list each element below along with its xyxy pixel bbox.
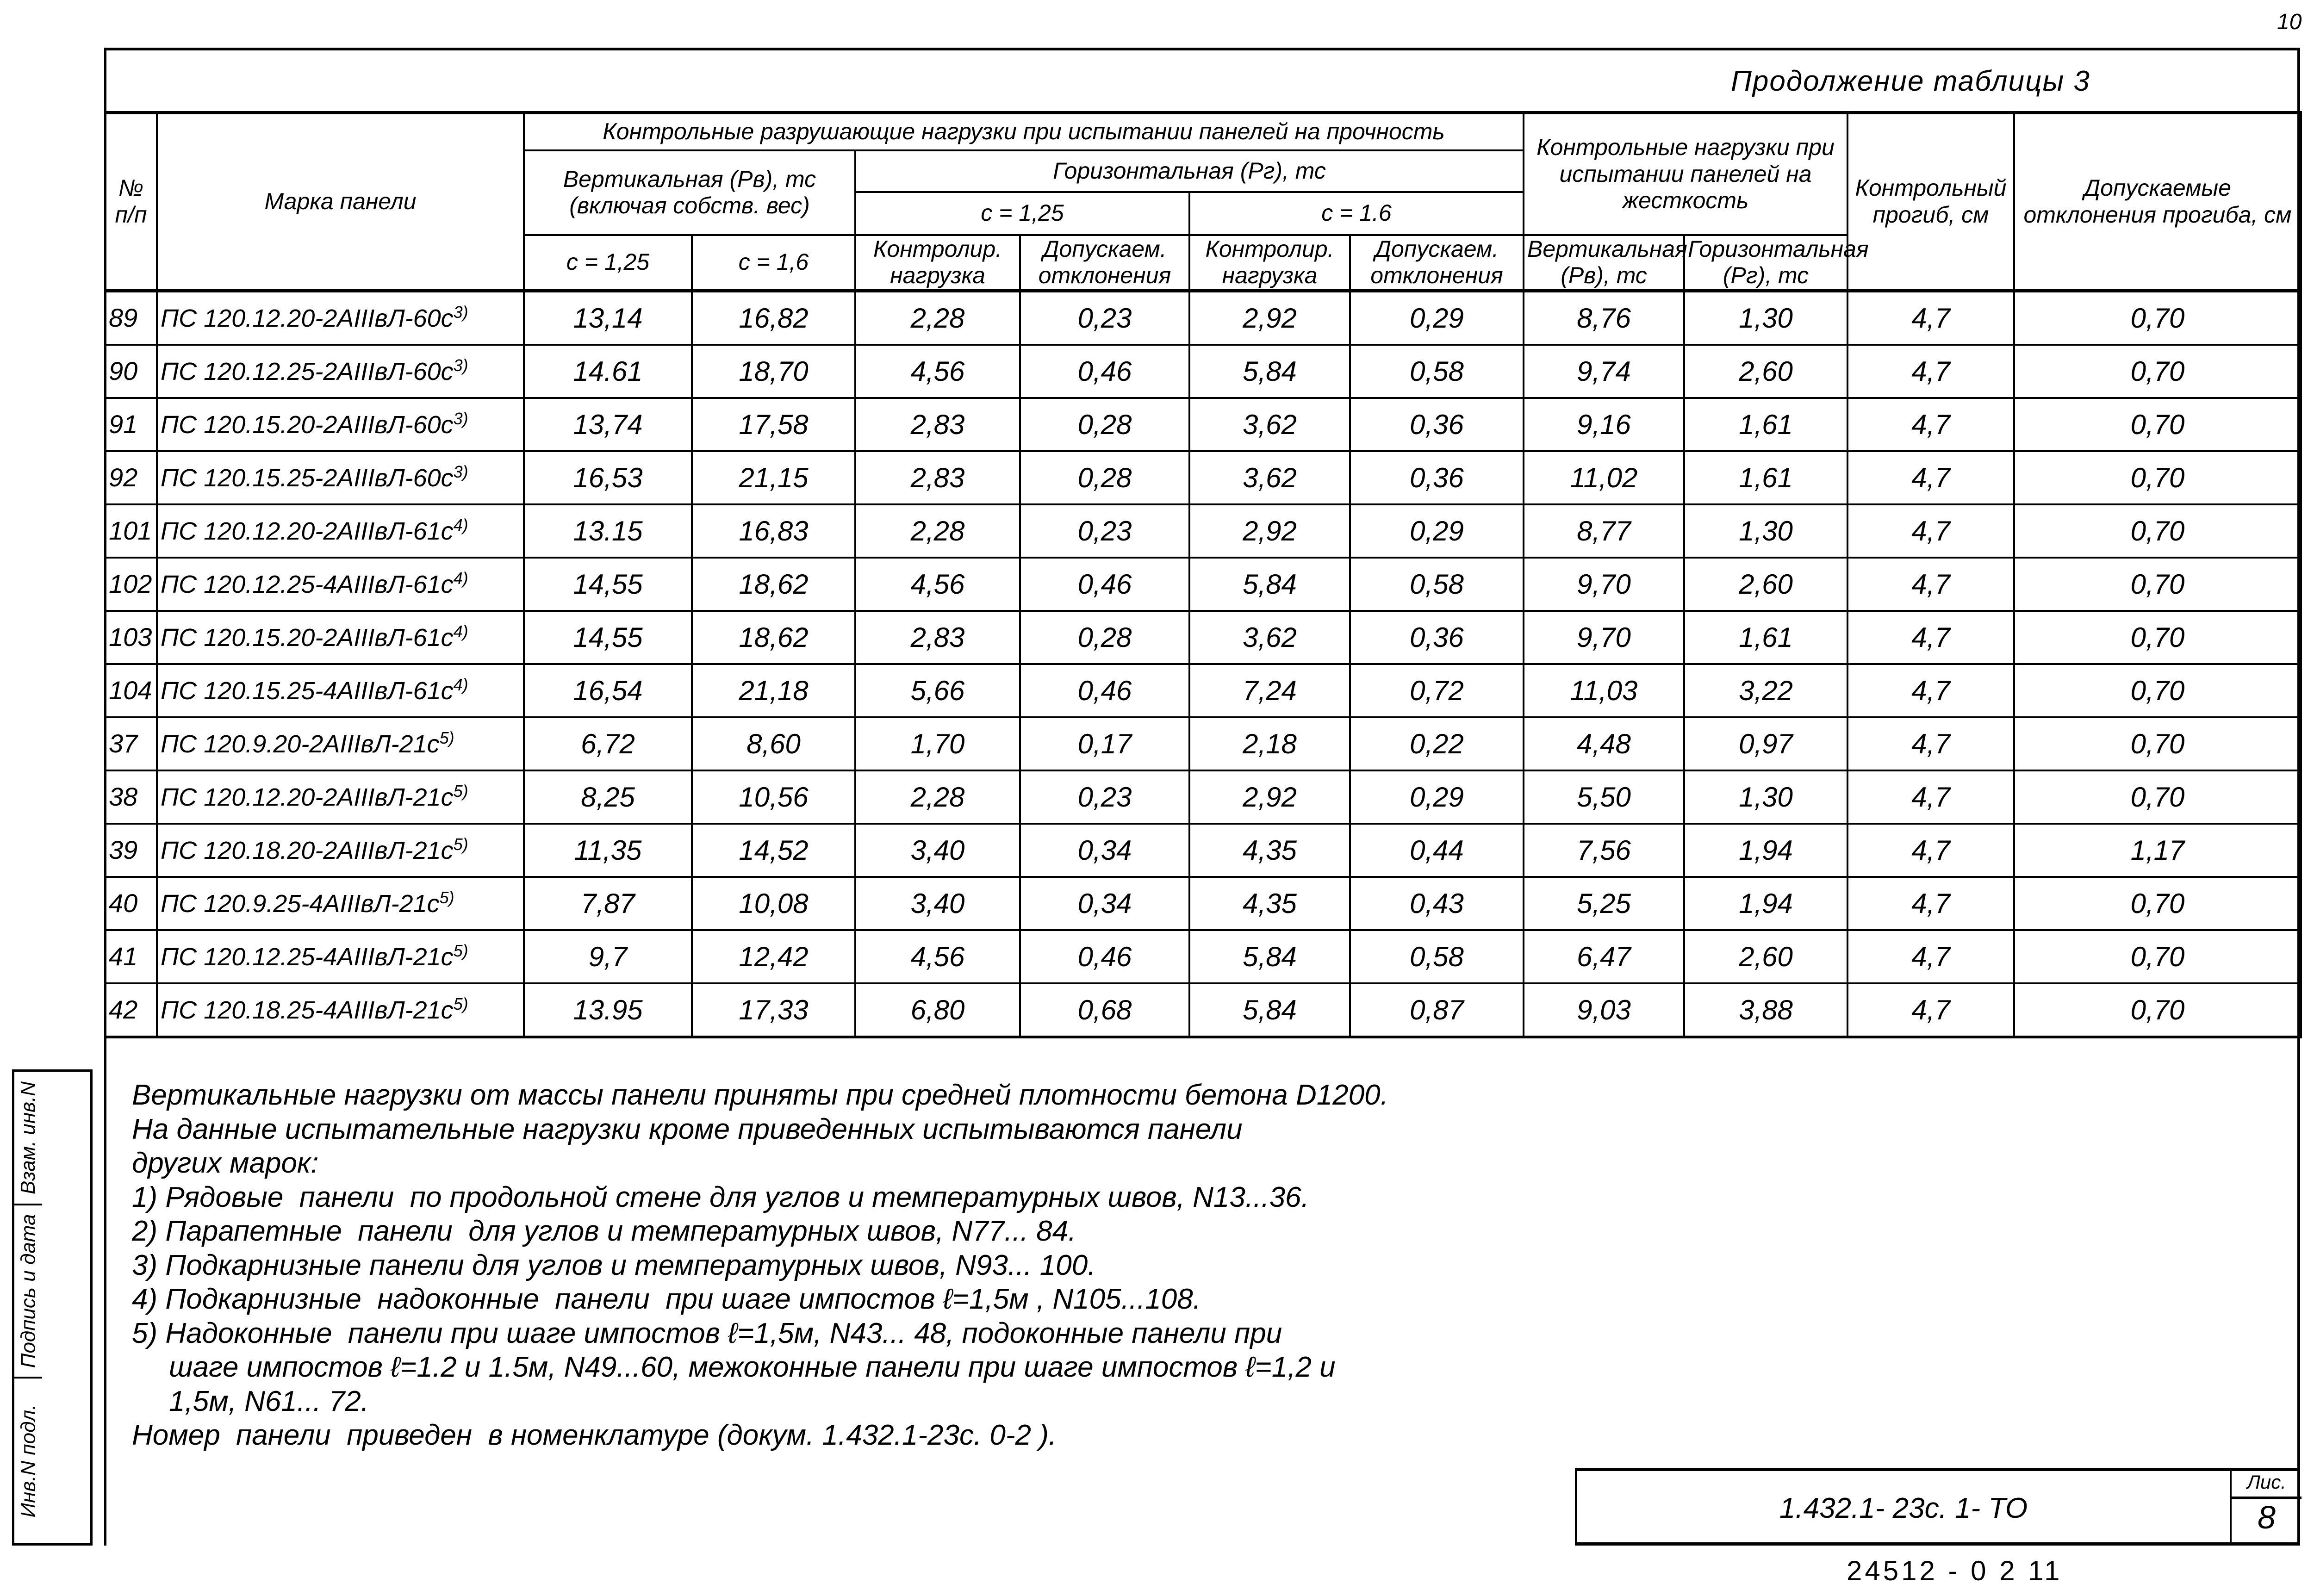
cell-defl: 4,7 — [1847, 345, 2014, 398]
row-number: 37 — [105, 717, 157, 770]
cell-dev: 0,70 — [2014, 983, 2301, 1037]
panel-mark-cell — [157, 398, 524, 451]
cell-dev: 0,70 — [2014, 291, 2301, 345]
cell-v16: 21,15 — [692, 451, 855, 504]
cell-sh: 1,61 — [1684, 451, 1847, 504]
cell-h16c: 2,92 — [1189, 291, 1350, 345]
cell-v125: 9,7 — [524, 930, 692, 983]
cell-sh: 2,60 — [1684, 930, 1847, 983]
panel-mark: ПС 120.18.25-4АIIIвЛ-21с — [161, 996, 454, 1025]
cell-sh: 2,60 — [1684, 558, 1847, 611]
cell-v125: 13,74 — [524, 398, 692, 451]
cell-sv: 9,03 — [1524, 983, 1684, 1037]
title-block — [1575, 1468, 2300, 1546]
panel-mark-cell — [157, 717, 524, 770]
cell-h16d: 0,29 — [1350, 291, 1524, 345]
panel-mark: ПС 120.9.25-4АIIIвЛ-21с — [161, 890, 440, 918]
footnote-ref: 5) — [453, 994, 468, 1014]
row-number: 41 — [105, 930, 157, 983]
header-allowed-deviation: Допускаем. отклонения — [1350, 235, 1524, 291]
cell-defl: 4,7 — [1847, 930, 2014, 983]
table-row — [105, 983, 2301, 1037]
panel-mark-cell — [157, 824, 524, 877]
stamp-original-cell — [14, 1379, 42, 1543]
row-number: 104 — [105, 664, 157, 717]
cell-v16: 18,70 — [692, 345, 855, 398]
cell-h125c: 2,83 — [855, 611, 1020, 664]
panel-mark-cell — [157, 983, 524, 1037]
archive-number: 24512 - 0 2 11 — [1847, 1555, 2063, 1586]
row-number: 89 — [105, 291, 157, 345]
cell-defl: 4,7 — [1847, 770, 2014, 824]
stamp-replace-cell — [14, 1072, 42, 1205]
cell-v16: 21,18 — [692, 664, 855, 717]
cell-defl: 4,7 — [1847, 558, 2014, 611]
footnote-ref: 5) — [453, 782, 468, 801]
footnote-ref: 5) — [453, 941, 468, 961]
cell-defl: 4,7 — [1847, 504, 2014, 558]
cell-h16c: 5,84 — [1189, 345, 1350, 398]
cell-h125c: 2,28 — [855, 504, 1020, 558]
cell-h16d: 0,58 — [1350, 345, 1524, 398]
cell-dev: 0,70 — [2014, 770, 2301, 824]
table-continuation-title: Продолжение таблицы 3 — [1731, 65, 2090, 97]
table-row — [105, 717, 2301, 770]
row-number: 39 — [105, 824, 157, 877]
table-row — [105, 877, 2301, 930]
header-no: № п/п — [105, 113, 157, 291]
side-stamp — [12, 1069, 93, 1546]
cell-h16d: 0,87 — [1350, 983, 1524, 1037]
cell-sh: 3,88 — [1684, 983, 1847, 1037]
stamp-original: Инв.N подл. — [17, 1404, 40, 1518]
cell-v125: 13.15 — [524, 504, 692, 558]
row-number: 38 — [105, 770, 157, 824]
note-line: других марок: — [132, 1147, 319, 1179]
cell-defl: 4,7 — [1847, 664, 2014, 717]
cell-sh: 3,22 — [1684, 664, 1847, 717]
header-stiffness-vertical: Вертикальная (Рв), тс — [1524, 235, 1684, 291]
cell-sv: 8,76 — [1524, 291, 1684, 345]
cell-sv: 7,56 — [1524, 824, 1684, 877]
cell-h125d: 0,28 — [1020, 398, 1189, 451]
table-row — [105, 664, 2301, 717]
note-line: шаге импостов ℓ=1.2 и 1.5м, N49...60, межоконные панели при шаге импостов ℓ=1,2 и — [169, 1351, 1336, 1383]
cell-v16: 16,83 — [692, 504, 855, 558]
footnote-ref: 5) — [439, 728, 454, 748]
footnote-ref: 3) — [453, 303, 468, 322]
document-code: 1.432.1- 23с. 1- ТО — [1779, 1492, 2028, 1524]
cell-h16c: 7,24 — [1189, 664, 1350, 717]
cell-dev: 0,70 — [2014, 345, 2301, 398]
notes — [132, 1078, 1388, 1453]
note-line: На данные испытательные нагрузки кроме приведенных испытываются панели — [132, 1113, 1243, 1145]
cell-h125c: 4,56 — [855, 558, 1020, 611]
header-vertical: Вертикальная (Рв), тс (включая собств. вес) — [524, 150, 855, 235]
header-stiffness: Контрольные нагрузки при испытании панелей на жесткость — [1524, 113, 1847, 235]
table-row — [105, 398, 2301, 451]
cell-v125: 7,87 — [524, 877, 692, 930]
cell-sv: 8,77 — [1524, 504, 1684, 558]
note-line: Вертикальные нагрузки от массы панели приняты при средней плотности бетона D1200. — [132, 1079, 1388, 1111]
cell-h16d: 0,36 — [1350, 398, 1524, 451]
header-allowed-deviation: Допускаем. отклонения — [1020, 235, 1189, 291]
cell-defl: 4,7 — [1847, 451, 2014, 504]
page-number: 10 — [2277, 10, 2302, 34]
cell-v125: 11,35 — [524, 824, 692, 877]
cell-sv: 9,70 — [1524, 611, 1684, 664]
cell-v16: 14,52 — [692, 824, 855, 877]
header-vertical-c125: с = 1,25 — [524, 235, 692, 291]
cell-v16: 12,42 — [692, 930, 855, 983]
row-number: 103 — [105, 611, 157, 664]
panel-mark: ПС 120.12.25-4АIIIвЛ-61с — [161, 571, 454, 599]
cell-h16c: 4,35 — [1189, 824, 1350, 877]
row-number: 102 — [105, 558, 157, 611]
cell-h125d: 0,46 — [1020, 558, 1189, 611]
panel-mark: ПС 120.12.25-2АIIIвЛ-60с — [161, 358, 454, 386]
cell-h125d: 0,46 — [1020, 664, 1189, 717]
cell-h16c: 2,18 — [1189, 717, 1350, 770]
cell-v125: 13,14 — [524, 291, 692, 345]
cell-defl: 4,7 — [1847, 398, 2014, 451]
header-deflection-deviation: Допускаемые отклонения прогиба, см — [2014, 113, 2301, 291]
cell-dev: 0,70 — [2014, 611, 2301, 664]
cell-sv: 4,48 — [1524, 717, 1684, 770]
header-mark: Марка панели — [157, 113, 524, 291]
panel-mark-cell — [157, 291, 524, 345]
table-row — [105, 770, 2301, 824]
stamp-signature: Подпись и дата — [17, 1214, 39, 1368]
header-vertical-c16: с = 1,6 — [692, 235, 855, 291]
cell-dev: 0,70 — [2014, 504, 2301, 558]
cell-h125d: 0,34 — [1020, 877, 1189, 930]
cell-sh: 0,97 — [1684, 717, 1847, 770]
panel-mark-cell — [157, 930, 524, 983]
cell-h16d: 0,58 — [1350, 558, 1524, 611]
cell-defl: 4,7 — [1847, 824, 2014, 877]
cell-h125c: 4,56 — [855, 930, 1020, 983]
cell-h16d: 0,44 — [1350, 824, 1524, 877]
cell-sv: 9,70 — [1524, 558, 1684, 611]
panel-mark-cell — [157, 345, 524, 398]
table-row — [105, 611, 2301, 664]
cell-dev: 0,70 — [2014, 451, 2301, 504]
panel-mark-cell — [157, 770, 524, 824]
cell-v125: 14,55 — [524, 558, 692, 611]
cell-h16d: 0,22 — [1350, 717, 1524, 770]
cell-h125c: 3,40 — [855, 824, 1020, 877]
panel-mark: ПС 120.15.20-2АIIIвЛ-60с — [161, 411, 454, 439]
note-line: 3) Подкарнизные панели для углов и температурных швов, N93... 100. — [132, 1249, 1096, 1281]
cell-h16c: 5,84 — [1189, 983, 1350, 1037]
cell-h16c: 4,35 — [1189, 877, 1350, 930]
panel-load-table — [104, 111, 2302, 1038]
cell-sv: 6,47 — [1524, 930, 1684, 983]
row-number: 91 — [105, 398, 157, 451]
cell-dev: 1,17 — [2014, 824, 2301, 877]
panel-mark-cell — [157, 664, 524, 717]
cell-h16c: 5,84 — [1189, 930, 1350, 983]
sheet-number: 8 — [2258, 1499, 2276, 1535]
cell-v16: 16,82 — [692, 291, 855, 345]
cell-sv: 9,74 — [1524, 345, 1684, 398]
cell-sh: 1,30 — [1684, 291, 1847, 345]
row-number: 42 — [105, 983, 157, 1037]
cell-v125: 16,53 — [524, 451, 692, 504]
cell-h16d: 0,36 — [1350, 451, 1524, 504]
cell-sv: 11,03 — [1524, 664, 1684, 717]
cell-h125d: 0,23 — [1020, 770, 1189, 824]
panel-mark: ПС 120.15.20-2АIIIвЛ-61с — [161, 624, 454, 652]
cell-v125: 16,54 — [524, 664, 692, 717]
note-line: 1) Рядовые панели по продольной стене для углов и температурных швов, N13...36. — [132, 1181, 1309, 1213]
footnote-ref: 4) — [453, 622, 468, 641]
note-line: 1,5м, N61... 72. — [169, 1385, 369, 1417]
cell-dev: 0,70 — [2014, 664, 2301, 717]
table-row — [105, 291, 2301, 345]
cell-h125d: 0,17 — [1020, 717, 1189, 770]
header-control-load: Контролир. нагрузка — [855, 235, 1020, 291]
cell-dev: 0,70 — [2014, 558, 2301, 611]
panel-mark-cell — [157, 451, 524, 504]
table-row — [105, 345, 2301, 398]
cell-h125c: 5,66 — [855, 664, 1020, 717]
note-line: 4) Подкарнизные надоконные панели при шаге импостов ℓ=1,5м , N105...108. — [132, 1283, 1201, 1315]
cell-h16c: 5,84 — [1189, 558, 1350, 611]
cell-sh: 1,94 — [1684, 877, 1847, 930]
cell-h125d: 0,23 — [1020, 504, 1189, 558]
footnote-ref: 4) — [453, 569, 468, 588]
panel-mark: ПС 120.12.20-2АIIIвЛ-60с — [161, 304, 454, 333]
cell-sv: 11,02 — [1524, 451, 1684, 504]
table-row — [105, 930, 2301, 983]
cell-h16c: 3,62 — [1189, 451, 1350, 504]
footnote-ref: 4) — [453, 675, 468, 695]
cell-h16d: 0,29 — [1350, 770, 1524, 824]
cell-h125d: 0,23 — [1020, 291, 1189, 345]
cell-h16c: 2,92 — [1189, 504, 1350, 558]
header-stiffness-horizontal: Горизонтальная (Рг), тс — [1684, 235, 1847, 291]
cell-sv: 5,25 — [1524, 877, 1684, 930]
footnote-ref: 3) — [453, 356, 468, 375]
cell-h125c: 2,28 — [855, 770, 1020, 824]
panel-mark: ПС 120.12.25-4АIIIвЛ-21с — [161, 943, 454, 971]
row-number: 90 — [105, 345, 157, 398]
table-row — [105, 824, 2301, 877]
cell-defl: 4,7 — [1847, 611, 2014, 664]
cell-v16: 10,08 — [692, 877, 855, 930]
cell-h125d: 0,46 — [1020, 930, 1189, 983]
cell-h16c: 3,62 — [1189, 398, 1350, 451]
note-line: Номер панели приведен в номенклатуре (докум. 1.432.1-23с. 0-2 ). — [132, 1419, 1057, 1451]
footnote-ref: 5) — [453, 835, 468, 854]
cell-h125d: 0,28 — [1020, 451, 1189, 504]
cell-h125c: 2,83 — [855, 398, 1020, 451]
cell-v16: 10,56 — [692, 770, 855, 824]
cell-h16d: 0,58 — [1350, 930, 1524, 983]
panel-mark-cell — [157, 558, 524, 611]
footnote-ref: 3) — [453, 409, 468, 428]
table-row — [105, 451, 2301, 504]
panel-mark: ПС 120.18.20-2АIIIвЛ-21с — [161, 837, 454, 865]
cell-sv: 5,50 — [1524, 770, 1684, 824]
cell-h125d: 0,68 — [1020, 983, 1189, 1037]
footnote-ref: 4) — [453, 515, 468, 535]
stamp-signature-cell — [14, 1205, 42, 1379]
cell-h125c: 2,28 — [855, 291, 1020, 345]
cell-defl: 4,7 — [1847, 877, 2014, 930]
row-number: 40 — [105, 877, 157, 930]
cell-dev: 0,70 — [2014, 877, 2301, 930]
panel-mark: ПС 120.15.25-2АIIIвЛ-60с — [161, 464, 454, 492]
header-strength: Контрольные разрушающие нагрузки при испытании панелей на прочность — [524, 113, 1524, 150]
cell-defl: 4,7 — [1847, 291, 2014, 345]
cell-v125: 13.95 — [524, 983, 692, 1037]
cell-v16: 18,62 — [692, 611, 855, 664]
cell-h16c: 3,62 — [1189, 611, 1350, 664]
cell-sh: 1,30 — [1684, 504, 1847, 558]
cell-v16: 17,33 — [692, 983, 855, 1037]
cell-h125d: 0,34 — [1020, 824, 1189, 877]
row-number: 101 — [105, 504, 157, 558]
footnote-ref: 5) — [439, 888, 454, 907]
cell-defl: 4,7 — [1847, 983, 2014, 1037]
cell-v125: 8,25 — [524, 770, 692, 824]
sheet-box — [2230, 1471, 2302, 1542]
sheet-label: Лис. — [2232, 1471, 2302, 1499]
cell-h16d: 0,36 — [1350, 611, 1524, 664]
cell-h16d: 0,29 — [1350, 504, 1524, 558]
footnote-ref: 3) — [453, 462, 468, 482]
cell-v16: 17,58 — [692, 398, 855, 451]
panel-mark: ПС 120.12.20-2АIIIвЛ-21с — [161, 783, 454, 812]
cell-v16: 18,62 — [692, 558, 855, 611]
panel-mark-cell — [157, 504, 524, 558]
panel-mark: ПС 120.15.25-4АIIIвЛ-61с — [161, 677, 454, 705]
cell-h125d: 0,28 — [1020, 611, 1189, 664]
note-line: 2) Парапетные панели для углов и температурных швов, N77... 84. — [132, 1215, 1076, 1247]
cell-sh: 1,30 — [1684, 770, 1847, 824]
cell-dev: 0,70 — [2014, 930, 2301, 983]
stamp-replace: Взам. инв.N — [17, 1081, 40, 1194]
table-row — [105, 558, 2301, 611]
cell-h125c: 1,70 — [855, 717, 1020, 770]
cell-v16: 8,60 — [692, 717, 855, 770]
table-row — [105, 504, 2301, 558]
cell-sh: 2,60 — [1684, 345, 1847, 398]
cell-defl: 4,7 — [1847, 717, 2014, 770]
panel-mark-cell — [157, 611, 524, 664]
cell-sh: 1,61 — [1684, 611, 1847, 664]
header-deflection: Контрольный прогиб, см — [1847, 113, 2014, 291]
panel-mark: ПС 120.9.20-2АIIIвЛ-21с — [161, 730, 440, 758]
cell-h16c: 2,92 — [1189, 770, 1350, 824]
cell-dev: 0,70 — [2014, 398, 2301, 451]
cell-h16d: 0,43 — [1350, 877, 1524, 930]
table-body — [105, 291, 2301, 1037]
cell-h125c: 6,80 — [855, 983, 1020, 1037]
cell-h16d: 0,72 — [1350, 664, 1524, 717]
row-number: 92 — [105, 451, 157, 504]
table-header — [105, 113, 2301, 291]
cell-h125d: 0,46 — [1020, 345, 1189, 398]
cell-sh: 1,94 — [1684, 824, 1847, 877]
header-horizontal-c125: с = 1,25 — [855, 192, 1189, 235]
header-horizontal: Горизонтальная (Рг), тс — [855, 150, 1524, 192]
cell-h125c: 3,40 — [855, 877, 1020, 930]
cell-v125: 6,72 — [524, 717, 692, 770]
cell-dev: 0,70 — [2014, 717, 2301, 770]
cell-v125: 14,55 — [524, 611, 692, 664]
cell-sh: 1,61 — [1684, 398, 1847, 451]
header-control-load: Контролир. нагрузка — [1189, 235, 1350, 291]
cell-sv: 9,16 — [1524, 398, 1684, 451]
header-horizontal-c16: с = 1.6 — [1189, 192, 1524, 235]
panel-mark: ПС 120.12.20-2АIIIвЛ-61с — [161, 517, 454, 546]
panel-mark-cell — [157, 877, 524, 930]
cell-v125: 14.61 — [524, 345, 692, 398]
cell-h125c: 4,56 — [855, 345, 1020, 398]
cell-h125c: 2,83 — [855, 451, 1020, 504]
note-line: 5) Надоконные панели при шаге импостов ℓ=1,5м, N43... 48, подоконные панели при — [132, 1317, 1282, 1349]
